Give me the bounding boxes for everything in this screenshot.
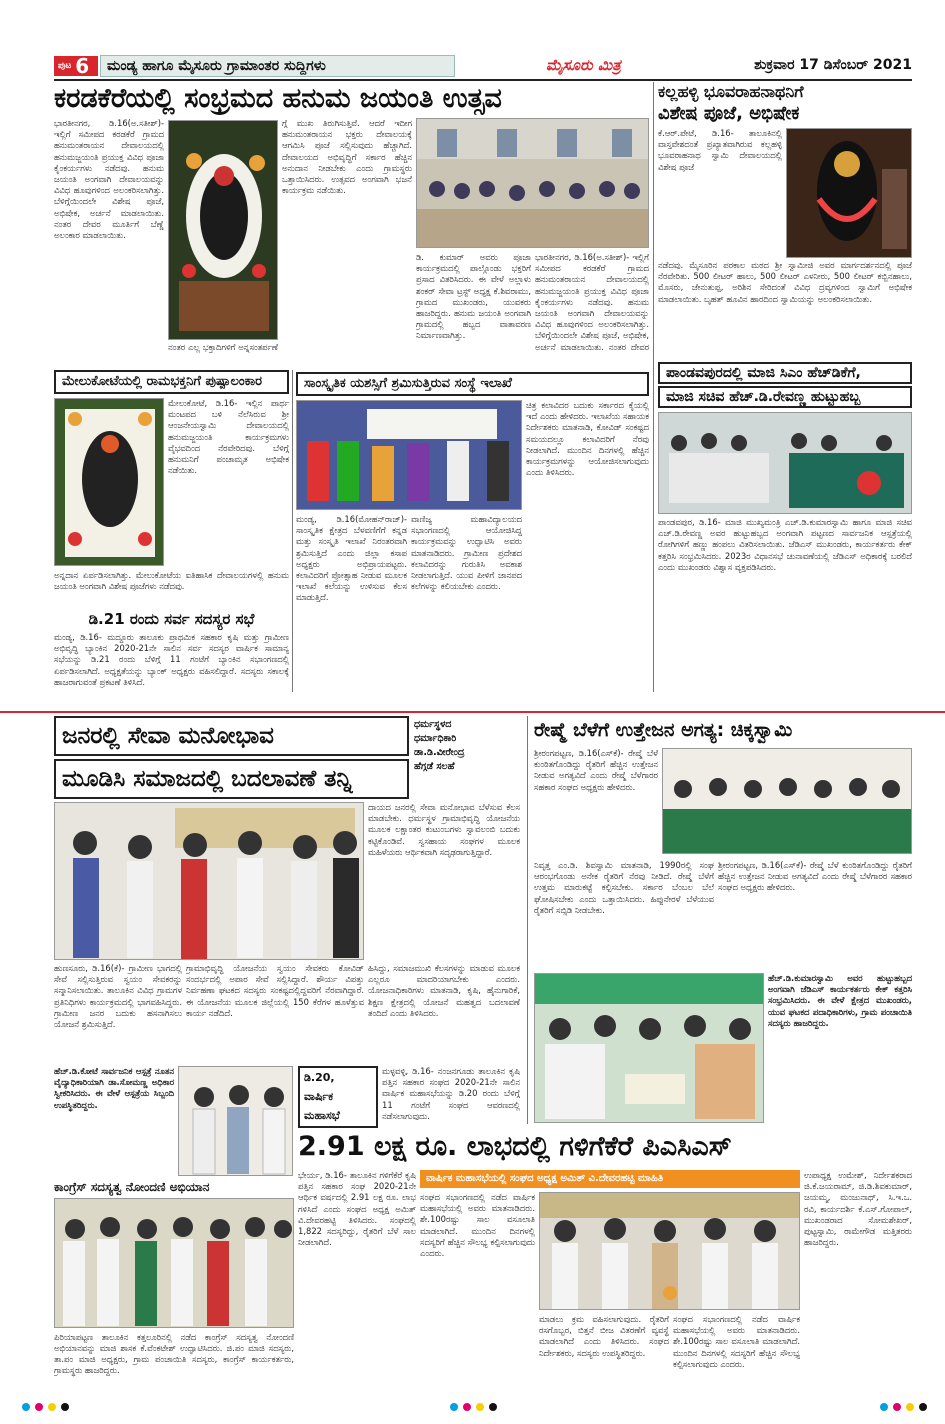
hanuma-col4b: ಭಾರತೀನಗರ, ಡಿ.16(ಅ.ಸತೀಶ್)- ಇಲ್ಲಿಗೆ ಸಮೀಪದ ಕರಡಕೆರೆ ಗ್ರಾಮದ ಹನುಮಂತರಾಯನ ದೇವಾಲಯದಲ್ಲಿ ಹನುಮಜ್ಜಯಂತಿ ಪ್ರಯುಕ್ತ ವಿವಿಧ ಪೂಜಾ ಕೈಂಕರ್ಯಗಳು ನಡೆದವು. ಹನುಮ ಜಯಂತಿ ಅಂಗವಾಗಿ ದೇವಾಲಯವನ್ನು ವಿವಿಧ ಹೂವುಗಳಿಂದ ಅಲಂಕರಿಸಲಾಗಿತ್ತು. ಬೆಳಿಗ್ಗೆಯಿಂದಲೇ ವಿಶೇಷ ಪೂಜೆ, ಅಭಿಷೇಕ, ಅರ್ಚನೆ ಮಾಡಲಾಯಿತು. ನಂತರ ದೇವರ: [535, 252, 649, 352]
cyan-dot: [880, 1403, 888, 1411]
pacs-col2: ಸಂಘದ ಸಭಾಂಗಣದಲ್ಲಿ ನಡೆದ ವಾರ್ಷಿಕ ಮಹಾಸಭೆಯಲ್ಲಿ ಅವರು ಮಾತನಾಡಿದರು. ಶೇ.100ರಷ್ಟು ಸಾಲ ವಸೂಲಾತಿ ಮಾಡಲಾಗಿದೆ. ಮುಂದಿನ ದಿನಗಳಲ್ಲಿ ಸದಸ್ಯರಿಗೆ ಹೆಚ್ಚಿನ ಸೌಲಭ್ಯ ಕಲ್ಪಿಸಲಾಗುವುದು ಎಂದರು.: [420, 1192, 535, 1259]
reshme-headline: ರೇಷ್ಮೆ ಬೆಳೆಗೆ ಉತ್ತೇಜನ ಅಗತ್ಯ: ಚಿಕ್ಕಸ್ವಾಮಿ: [534, 719, 793, 741]
hanuma-headline: ಕರಡಕೆರೆಯಲ್ಲಿ ಸಂಭ್ರಮದ ಹನುಮ ಜಯಂತಿ ಉತ್ಸವ: [54, 83, 502, 114]
doctor-photo: [178, 1066, 293, 1176]
varshika-side-2: ವಾರ್ಷಿಕ: [304, 1090, 334, 1103]
varshika-side-1: ಡಿ.20,: [304, 1071, 335, 1084]
melukote-text-2: ಅನ್ನದಾನ ಏರ್ಪಡಿಸಲಾಗಿತ್ತು. ಮೇಲುಕೋಟೆಯ ಐತಿಹಾಸಿಕ ದೇವಾಲಯಗಳಲ್ಲಿ ಹನುಮ ಜಯಂತಿ ಅಂಗವಾಗಿ ವಿಶೇಷ ಪೂಜೆಗಳು ನಡೆದವು.: [54, 570, 289, 592]
column-divider-3: [527, 716, 528, 1124]
yellow-dot: [48, 1403, 56, 1411]
pandavapura-headline-1: ಪಾಂಡವಪುರದಲ್ಲಿ ಮಾಜಿ ಸಿಎಂ ಹೆಚ್‌ಡಿಕೆಗೆ,: [658, 362, 912, 384]
page-label: ಪುಟ: [58, 61, 72, 71]
pacs-col4: ಉಪಾಧ್ಯಕ್ಷ ಉಮೇಶ್, ನಿರ್ದೇಶಕರಾದ ಜಿ.ಕೆ.ಜಯರಾಮ್, ಜಿ.ಡಿ.ಶಿವಕುಮಾರ್, ಜಯಮ್ಮ, ಮಂಜುನಾಥ್, ಸಿ.ಇ.ಒ. ರವಿ, ಕಾರ್ಯದರ್ಶಿ ಕೆ.ಎಸ್.ಗೋಪಾಲ್, ಮುಖಂಡರಾದ ಸೋಮಶೇಖರ್, ಪುಟ್ಟಸ್ವಾಮಿ, ರಾಮೇಗೌಡ ಮತ್ತಿತರರು ಹಾಜರಿದ್ದರು.: [804, 1170, 912, 1248]
samskruthi-col3: ಚಿತ್ರ ಕಲಾವಿದರ ಬದುಕು ಸರ್ಕಾರದ ಕೈಯಲ್ಲಿ ಇದೆ ಎಂದು ಹೇಳಿದರು. ಇಲಾಖೆಯ ಸಹಾಯಕ ನಿರ್ದೇಶಕರು ಮಾತನಾಡಿ, ಕೋವಿಡ್ ಸಂಕಷ್ಟದ ಸಮಯದಲ್ಲೂ ಕಲಾವಿದರಿಗೆ ನೆರವು ನೀಡಲಾಗಿದೆ. ಮುಂದಿನ ದಿನಗಳಲ್ಲಿ ಹೆಚ್ಚಿನ ಕಾರ್ಯಕ್ರಮಗಳನ್ನು ಆಯೋಜಿಸಲಾಗುವುದು ಎಂದು ತಿಳಿಸಿದರು.: [526, 400, 649, 478]
pacs-headline: 2.91 ಲಕ್ಷ ರೂ. ಲಾಭದಲ್ಲಿ ಗಳಿಗೆಕೆರೆ ಪಿಎಸಿಎಸ್: [298, 1131, 732, 1162]
hanuma-crowd-photo: [416, 118, 649, 248]
pandavapura-headline-2: ಮಾಜಿ ಸಚಿವ ಹೆಚ್.ಡಿ.ರೇವಣ್ಣ ಹುಟ್ಟುಹಬ್ಬ: [658, 386, 912, 408]
yellow-dot: [476, 1403, 484, 1411]
hanuma-col4: ಡಿ. ಕುಮಾರ್ ಅವರು ಪೂಜಾ ಕಾರ್ಯಕ್ರಮದಲ್ಲಿ ಪಾಲ್ಗೊಂಡು ಭಕ್ತರಿಗೆ ಪ್ರಸಾದ ವಿತರಿಸಿದರು. ಈ ವೇಳೆ ಅಲ್ಲಾಳು ಶಂಕರ್ ಸೇವಾ ಟ್ರಸ್ಟ್ ಅಧ್ಯಕ್ಷ ಕೆ.ಶಿವರಾಮು, ಗ್ರಾಮದ ಮುಖಂಡರು, ಯುವಕರು ಹಾಜರಿದ್ದರು. ಹನುಮ ಜಯಂತಿ ಅಂಗವಾಗಿ ಗ್ರಾಮದಲ್ಲಿ ಹಬ್ಬದ ವಾತಾವರಣ ನಿರ್ಮಾಣವಾಗಿತ್ತು.: [416, 252, 531, 341]
seva-col3: ಹಿಸಿದ್ದು, ಸಮಾಜಮುಖಿ ಕೆಲಸಗಳನ್ನು ಮಾಡುವ ಮೂಲಕ ಎಲ್ಲರೂ ಮಾದರಿಯಾಗಬೇಕು ಎಂದರು. ಯೋಜನಾಧಿಕಾರಿಗಳು ಮಾತನಾಡಿ, ಕೃಷಿ, ಹೈನುಗಾರಿಕೆ, ಶಿಕ್ಷಣ ಕ್ಷೇತ್ರದಲ್ಲಿ ಯೋಜನೆ ಮಹತ್ವದ ಬದಲಾವಣೆ ತಂದಿದೆ ಎಂದು ತಿಳಿಸಿದರು.: [368, 963, 520, 1018]
samskruthi-headline: ಸಾಂಸ್ಕೃತಿಕ ಯಶಸ್ಸಿಗೆ ಶ್ರಮಿಸುತ್ತಿರುವ ಸಂಸ್ಥೆ ಇಲಾಖೆ: [296, 372, 649, 396]
registration-dots-center: [450, 1403, 497, 1411]
registration-dots-left: [22, 1403, 69, 1411]
samskruthi-col2: ವಾಣಿಜ್ಯ ಮಹಾವಿದ್ಯಾಲಯದ ಸಭಾಂಗಣದಲ್ಲಿ ಆಯೋಜಿಸಿದ್ದ ಕಾರ್ಯಕ್ರಮವನ್ನು ಉದ್ಘಾಟಿಸಿ ಅವರು ಮಾತನಾಡಿದರು. ಗ್ರಾಮೀಣ ಪ್ರದೇಶದ ಕಲಾವಿದರನ್ನು ಗುರುತಿಸಿ ಅವಕಾಶ ನೀಡಲಾಗುತ್ತಿದೆ. ಯುವ ಪೀಳಿಗೆ ಜಾನಪದ ಕಲೆಗಳನ್ನು ಕಲಿಯಬೇಕು ಎಂದರು.: [411, 514, 522, 592]
reshme-cake-photo: [534, 973, 764, 1123]
reshme-text-3: ಶ್ರೀರಂಗಪಟ್ಟಣ, ಡಿ.16(ಎಸ್‌ಕೆ)- ರೇಷ್ಮೆ ಬೆಳೆ ಕುಂಠಿತಗೊಂಡಿದ್ದು ರೈತರಿಗೆ ಹೆಚ್ಚಿನ ಉತ್ತೇಜನ ನೀಡುವ ಅಗತ್ಯವಿದೆ ಎಂದು ರೇಷ್ಮೆ ಬೆಳೆಗಾರರ ಸಹಕಾರ ಸಂಘದ ಅಧ್ಯಕ್ಷರು ಹೇಳಿದರು.: [718, 860, 912, 893]
page-number-tag: [54, 56, 98, 76]
samskruthi-photo: [296, 400, 522, 510]
hanuma-col3: ಗ್ಗೆ ಮುಖ ತಿರುಗಿಸುತ್ತಿವೆ. ಆದರೆ ಇದೀಗ ಹನುಮಂತರಾಯನ ಭಕ್ತರು ದೇವಾಲಯಕ್ಕೆ ಆಗಮಿಸಿ ಪೂಜೆ ಸಲ್ಲಿಸುವುದು ಹೆಚ್ಚಾಗಿದೆ. ದೇವಾಲಯದ ಅಭಿವೃದ್ಧಿಗೆ ಸರ್ಕಾರ ಹೆಚ್ಚಿನ ಅನುದಾನ ನೀಡಬೇಕು ಎಂದು ಗ್ರಾಮಸ್ಥರು ಒತ್ತಾಯಿಸಿದರು. ಉತ್ಸವದ ಅಂಗವಾಗಿ ಭಜನೆ ಕಾರ್ಯಕ್ರಮ ನಡೆಯಿತು.: [282, 118, 412, 196]
reshme-photo-caption: ಹೆಚ್.ಡಿ.ಕುಮಾರಸ್ವಾಮಿ ಅವರ ಹುಟ್ಟುಹಬ್ಬದ ಅಂಗವಾಗಿ ಜೆಡಿಎಸ್ ಕಾರ್ಯಕರ್ತರು ಕೇಕ್ ಕತ್ತರಿಸಿ ಸಂಭ್ರಮಿಸಿದರು. ಈ ವೇಳೆ ಕ್ಷೇತ್ರದ ಮುಖಂಡರು, ಯುವ ಘಟಕದ ಪದಾಧಿಕಾರಿಗಳು, ಗ್ರಾಮ ಪಂಚಾಯಿತಿ ಸದಸ್ಯರು ಹಾಜರಿದ್ದರು.: [768, 973, 912, 1028]
reshme-text-1: ಶ್ರೀರಂಗಪಟ್ಟಣ, ಡಿ.16(ಎಸ್‌ಕೆ)- ರೇಷ್ಮೆ ಬೆಳೆ ಕುಂಠಿತಗೊಂಡಿದ್ದು ರೈತರಿಗೆ ಹೆಚ್ಚಿನ ಉತ್ತೇಜನ ನೀಡುವ ಅಗತ್ಯವಿದೆ ಎಂದು ರೇಷ್ಮೆ ಬೆಳೆಗಾರರ ಸಹಕಾರ ಸಂಘದ ಅಧ್ಯಕ್ಷರು ಹೇಳಿದರು.: [534, 748, 658, 792]
column-divider: [653, 82, 654, 692]
seva-headline-1: ಜನರಲ್ಲಿ ಸೇವಾ ಮನೋಭಾವ: [54, 716, 409, 756]
seva-side-3: ಡಾ.ಡಿ.ವೀರೇಂದ್ರ: [414, 747, 465, 758]
melukote-headline: ಮೇಲುಕೋಟೆಯಲ್ಲಿ ರಾಮಭಕ್ತನಿಗೆ ಪುಷ್ಪಾಲಂಕಾರ: [54, 370, 289, 394]
hanuma-col1: ಭಾರತೀನಗರ, ಡಿ.16(ಅ.ಸತೀಶ್)- ಇಲ್ಲಿಗೆ ಸಮೀಪದ ಕರಡಕೆರೆ ಗ್ರಾಮದ ಹನುಮಂತರಾಯನ ದೇವಾಲಯದಲ್ಲಿ ಹನುಮಜ್ಜಯಂತಿ ಪ್ರಯುಕ್ತ ವಿವಿಧ ಪೂಜಾ ಕೈಂಕರ್ಯಗಳು ನಡೆದವು. ಹನುಮ ಜಯಂತಿ ಅಂಗವಾಗಿ ದೇವಾಲಯವನ್ನು ವಿವಿಧ ಹೂವುಗಳಿಂದ ಅಲಂಕರಿಸಲಾಗಿತ್ತು. ಬೆಳಿಗ್ಗೆಯಿಂದಲೇ ವಿಶೇಷ ಪೂಜೆ, ಅಭಿಷೇಕ, ಅರ್ಚನೆ ಮಾಡಲಾಯಿತು. ನಂತರ ದೇವರ ಮೂರ್ತಿಗೆ ಬೆಣ್ಣೆ ಅಲಂಕಾರ ಮಾಡಲಾಯಿತು.: [54, 118, 164, 241]
bhoovaraha-text-1: ಕೆ.ಆರ್.ಪೇಟೆ, ಡಿ.16- ತಾಲೂಕಿನಲ್ಲಿ ವಾಸ್ತವೇಶದಂತೆ ಪ್ರಖ್ಯಾತವಾಗಿರುವ ಕಲ್ಲಹಳ್ಳಿ ಭೂವರಾಹನಾಥ ಸ್ವಾಮಿ ದೇವಾಲಯದಲ್ಲಿ ವಿಶೇಷ ಪೂಜೆ: [658, 128, 782, 172]
melukote-idol-photo: [54, 398, 164, 566]
cyan-dot: [22, 1403, 30, 1411]
bhoovaraha-headline-1: ಕಲ್ಲಹಳ್ಳಿ ಭೂವರಾಹನಾಥನಿಗೆ: [658, 82, 804, 101]
reshme-text-2: ನಿವೃತ್ತ ಎಂ.ಡಿ. ಶಿವಸ್ವಾಮಿ ಮಾತನಾಡಿ, 1990ರಲ್ಲಿ ಸಂಘ ಆರಂಭಗೊಂಡು ಅನೇಕ ರೈತರಿಗೆ ನೆರವು ನೀಡಿದೆ. ರೇಷ್ಮೆ ಬೆಳೆಗೆ ಉತ್ತಮ ಮಾರುಕಟ್ಟೆ ಕಲ್ಪಿಸಬೇಕು. ಸರ್ಕಾರ ಬೆಂಬಲ ಬೆಲೆ ಘೋಷಿಸಬೇಕು ಎಂದು ಒತ್ತಾಯಿಸಿದರು. ಹಿಪ್ಪುನೇರಳೆ ಬೆಳೆಯುವ ರೈತರಿಗೆ ಸಬ್ಸಿಡಿ ನೀಡಬೇಕು.: [534, 860, 714, 915]
congress-headline: ಕಾಂಗ್ರೆಸ್ ಸದಸ್ಯತ್ವ ನೋಂದಣಿ ಅಭಿಯಾನ: [54, 1180, 210, 1194]
sarvasadasya-headline: ಡಿ.21 ರಂದು ಸರ್ವ ಸದಸ್ಯರ ಸಭೆ: [88, 610, 255, 628]
seva-photo: [54, 802, 364, 960]
reshme-photo: [662, 748, 912, 854]
varshika-side-3: ಮಹಾಸಭೆ: [304, 1109, 340, 1122]
cyan-dot: [450, 1403, 458, 1411]
seva-side-1: ಧರ್ಮಸ್ಥಳದ: [414, 719, 452, 730]
pacs-subhead: ವಾರ್ಷಿಕ ಮಹಾಸಭೆಯಲ್ಲಿ ಸಂಘದ ಅಧ್ಯಕ್ಷ ಅಮಿತ್ ವಿ.ದೇವರಹಟ್ಟಿ ಮಾಹಿತಿ: [420, 1170, 800, 1188]
bhoovaraha-text-2: ನಡೆದವು. ಮೈಸೂರಿನ ಪರಕಾಲ ಮಠದ ಶ್ರೀ ಸ್ವಾಮೀಜಿ ಅವರ ಮಾರ್ಗದರ್ಶನದಲ್ಲಿ ಪೂಜೆ ನೆರವೇರಿತು. 500 ಲೀಟರ್ ಹಾಲು, 500 ಲೀಟರ್ ಎಳನೀರು, 500 ಲೀಟರ್ ಕಬ್ಬಿನಹಾಲು, ಮೊಸರು, ಜೇನುತುಪ್ಪ, ಅರಿಶಿನ ಸೇರಿದಂತೆ ವಿವಿಧ ದ್ರವ್ಯಗಳಿಂದ ಸ್ವಾಮಿಗೆ ಅಭಿಷೇಕ ಮಾಡಲಾಯಿತು. ಬೃಹತ್ ಹೂವಿನ ಹಾರದಿಂದ ಸ್ವಾಮಿಯನ್ನು ಅಲಂಕರಿಸಲಾಯಿತು.: [658, 260, 912, 304]
doctor-caption: ಹೆಚ್.ಡಿ.ಕೋಟೆ ಸಾರ್ವಜನಿಕ ಆಸ್ಪತ್ರೆ ನೂತನ ವೈದ್ಯಾಧಿಕಾರಿಯಾಗಿ ಡಾ.ಸೋಮಣ್ಣ ಅಧಿಕಾರ ಸ್ವೀಕರಿಸಿದರು. ಈ ವೇಳೆ ಆಸ್ಪತ್ರೆಯ ಸಿಬ್ಬಂದಿ ಉಪಸ್ಥಿತರಿದ್ದರು.: [54, 1066, 174, 1110]
samskruthi-col1: ಮಂಡ್ಯ, ಡಿ.16(ಮೋಹನ್‌ರಾಜ್)- ಸಾಂಸ್ಕೃತಿಕ ಕ್ಷೇತ್ರದ ಬೆಳವಣಿಗೆಗೆ ಕನ್ನಡ ಮತ್ತು ಸಂಸ್ಕೃತಿ ಇಲಾಖೆ ನಿರಂತರವಾಗಿ ಶ್ರಮಿಸುತ್ತಿದೆ ಎಂದು ಜಿಲ್ಲಾ ಕಸಾಪ ಅಧ್ಯಕ್ಷರು ಅಭಿಪ್ರಾಯಪಟ್ಟರು. ಕಲಾವಿದರಿಗೆ ಪ್ರೋತ್ಸಾಹ ನೀಡುವ ಮೂಲಕ ಇಲಾಖೆ ಕಲೆಯನ್ನು ಉಳಿಸುವ ಕೆಲಸ ಮಾಡುತ್ತಿದೆ.: [296, 514, 407, 603]
magenta-dot: [35, 1403, 43, 1411]
sarvasadasya-text: ಮಂಡ್ಯ, ಡಿ.16- ಮದ್ದೂರು ತಾಲೂಕು ಪ್ರಾಥಮಿಕ ಸಹಕಾರ ಕೃಷಿ ಮತ್ತು ಗ್ರಾಮೀಣ ಅಭಿವೃದ್ಧಿ ಬ್ಯಾಂಕಿನ 2020-21ನೇ ಸಾಲಿನ ಸರ್ವ ಸದಸ್ಯರ ವಾರ್ಷಿಕ ಸಾಮಾನ್ಯ ಸಭೆಯನ್ನು ಡಿ.21 ರಂದು ಬೆಳಿಗ್ಗೆ 11 ಗಂಟೆಗೆ ಬ್ಯಾಂಕಿನ ಸಭಾಂಗಣದಲ್ಲಿ ಏರ್ಪಡಿಸಲಾಗಿದೆ. ಅಧ್ಯಕ್ಷತೆಯನ್ನು ಬ್ಯಾಂಕ್ ಅಧ್ಯಕ್ಷರು ವಹಿಸಲಿದ್ದಾರೆ. ಸದಸ್ಯರು ಸಕಾಲಕ್ಕೆ ಹಾಜರಾಗುವಂತೆ ಪ್ರಕಟಣೆ ತಿಳಿಸಿದೆ.: [54, 632, 289, 687]
varshika-text: ಮಳ್ಳವಳ್ಳಿ, ಡಿ.16- ನಂಜನಗೂಡು ತಾಲೂಕಿನ ಕೃಷಿ ಪತ್ತಿನ ಸಹಕಾರ ಸಂಘದ 2020-21ನೇ ಸಾಲಿನ ವಾರ್ಷಿಕ ಮಹಾಸಭೆಯನ್ನು ಡಿ.20 ರಂದು ಬೆಳಿಗ್ಗೆ 11 ಗಂಟೆಗೆ ಸಂಘದ ಆವರಣದಲ್ಲಿ ನಡೆಸಲಾಗುವುದು.: [382, 1066, 520, 1121]
congress-photo: [54, 1198, 294, 1328]
pacs-col3b: ಸಂಘದ ಸಭಾಂಗಣದಲ್ಲಿ ನಡೆದ ವಾರ್ಷಿಕ ಮಹಾಸಭೆಯಲ್ಲಿ ಅವರು ಮಾತನಾಡಿದರು. ಶೇ.100ರಷ್ಟು ಸಾಲ ವಸೂಲಾತಿ ಮಾಡಲಾಗಿದೆ. ಮುಂದಿನ ದಿನಗಳಲ್ಲಿ ಸದಸ್ಯರಿಗೆ ಹೆಚ್ಚಿನ ಸೌಲಭ್ಯ ಕಲ್ಪಿಸಲಾಗುವುದು ಎಂದರು.: [673, 1314, 800, 1369]
black-dot: [489, 1403, 497, 1411]
seva-side-4: ಹೆಗ್ಗಡೆ ಸಲಹೆ: [414, 761, 455, 772]
seva-col1: ದಾಯದ ಜನರಲ್ಲಿ ಸೇವಾ ಮನೋಭಾವ ಬೆಳೆಸುವ ಕೆಲಸ ಮಾಡಬೇಕು. ಧರ್ಮಸ್ಥಳ ಗ್ರಾಮಾಭಿವೃದ್ಧಿ ಯೋಜನೆಯ ಮೂಲಕ ಲಕ್ಷಾಂತರ ಕುಟುಂಬಗಳು ಸ್ವಾವಲಂಬಿ ಬದುಕು ಕಟ್ಟಿಕೊಂಡಿವೆ. ಸ್ವಸಹಾಯ ಸಂಘಗಳ ಮೂಲಕ ಮಹಿಳೆಯರು ಆರ್ಥಿಕವಾಗಿ ಸದೃಢರಾಗುತ್ತಿದ್ದಾರೆ.: [368, 802, 520, 857]
bhoovaraha-idol-photo: [786, 128, 912, 258]
page-number: 6: [75, 54, 90, 78]
seva-col2: ಗ್ರಾಮಾಭಿವೃದ್ಧಿ ಯೋಜನೆಯ ಸ್ವಯಂ ಸೇವಕರು ಕೋವಿಡ್ ಸಂದರ್ಭದಲ್ಲಿ ಅಪಾರ ಸೇವೆ ಸಲ್ಲಿಸಿದ್ದಾರೆ. ಶೌರ್ಯ ವಿಪತ್ತು ನಿರ್ವಹಣಾ ಘಟಕದ ಸದಸ್ಯರು ಸಂಕಷ್ಟದಲ್ಲಿದ್ದವರಿಗೆ ನೆರವಾಗಿದ್ದಾರೆ. ಈ ಯೋಜನೆಯ ಮೂಲಕ ಜಿಲ್ಲೆಯಲ್ಲಿ 150 ಕೆರೆಗಳ ಹೂಳೆತ್ತುವ ಕಾರ್ಯ ನಡೆದಿದೆ.: [186, 963, 364, 1018]
page-fold-line: [0, 711, 945, 713]
melukote-text-1: ಮೇಲುಕೋಟೆ, ಡಿ.16- ಇಲ್ಲಿನ ಪಾರ್ಥ ಮಂಟಪದ ಬಳಿ ನೆಲೆಸಿರುವ ಶ್ರೀ ಆಂಜನೇಯಸ್ವಾಮಿ ದೇವಾಲಯದಲ್ಲಿ ಹನುಮಜ್ಜಯಂತಿ ಕಾರ್ಯಕ್ರಮಗಳು ವೈಭವದಿಂದ ನೆರವೇರಿದವು. ಬೆಳಿಗ್ಗೆ ಹನುಮನಿಗೆ ಪಂಚಾಮೃತ ಅಭಿಷೇಕ ನಡೆಯಿತು.: [168, 398, 289, 476]
dateline: ಶುಕ್ರವಾರ 17 ಡಿಸೆಂಬರ್ 2021: [754, 57, 912, 73]
pandavapura-text: ಪಾಂಡವಪುರ, ಡಿ.16- ಮಾಜಿ ಮುಖ್ಯಮಂತ್ರಿ ಎಚ್.ಡಿ.ಕುಮಾರಸ್ವಾಮಿ ಹಾಗೂ ಮಾಜಿ ಸಚಿವ ಎಚ್.ಡಿ.ರೇವಣ್ಣ ಅವರ ಹುಟ್ಟುಹಬ್ಬದ ಅಂಗವಾಗಿ ಪಟ್ಟಣದ ಸಾರ್ವಜನಿಕ ಆಸ್ಪತ್ರೆಯಲ್ಲಿ ರೋಗಿಗಳಿಗೆ ಹಣ್ಣು ಹಂಪಲು ವಿತರಿಸಲಾಯಿತು. ಜೆಡಿಎಸ್ ಮುಖಂಡರು, ಕಾರ್ಯಕರ್ತರು ಕೇಕ್ ಕತ್ತರಿಸಿ ಸಂಭ್ರಮಿಸಿದರು. 2023ರ ವಿಧಾನಸಭೆ ಚುನಾವಣೆಯಲ್ಲಿ ಜೆಡಿಎಸ್ ಅಧಿಕಾರಕ್ಕೆ ಬರಲಿದೆ ಎಂದು ಮುಖಂಡರು ವಿಶ್ವಾಸ ವ್ಯಕ್ತಪಡಿಸಿದರು.: [658, 517, 912, 572]
magenta-dot: [463, 1403, 471, 1411]
masthead: ಮೈಸೂರು ಮಿತ್ರ: [546, 56, 621, 74]
column-divider-2: [292, 370, 293, 692]
pacs-col1: ಭೇರ್ಯ, ಡಿ.16- ತಾಲೂಕಿನ ಗಳಿಗೆಕೆರೆ ಕೃಷಿ ಪತ್ತಿನ ಸಹಕಾರ ಸಂಘ 2020-21ನೇ ಆರ್ಥಿಕ ವರ್ಷದಲ್ಲಿ 2.91 ಲಕ್ಷ ರೂ. ಲಾಭ ಗಳಿಸಿದೆ ಎಂದು ಸಂಘದ ಅಧ್ಯಕ್ಷ ಅಮಿತ್ ವಿ.ದೇವರಹಟ್ಟಿ ತಿಳಿಸಿದರು. ಸಂಘದಲ್ಲಿ 1,822 ಸದಸ್ಯರಿದ್ದು, ರೈತರಿಗೆ ಬೆಳೆ ಸಾಲ ನೀಡಲಾಗಿದೆ.: [298, 1170, 416, 1248]
header-rule: [54, 79, 912, 81]
seva-side-head: [414, 718, 520, 798]
hanuma-col2: ನಂತರ ಎಲ್ಲ ಭಕ್ತಾದಿಗಳಿಗೆ ಅನ್ನಸಂತರ್ಪಣೆ: [168, 342, 278, 352]
seva-headline-2: ಮೂಡಿಸಿ ಸಮಾಜದಲ್ಲಿ ಬದಲಾವಣೆ ತನ್ನಿ: [54, 759, 409, 799]
bhoovaraha-headline-2: ವಿಶೇಷ ಪೂಜೆ, ಅಭಿಷೇಕ: [658, 103, 800, 124]
magenta-dot: [893, 1403, 901, 1411]
varshika-box: [298, 1066, 378, 1128]
pacs-photo: [539, 1192, 800, 1310]
yellow-dot: [906, 1403, 914, 1411]
pandavapura-photo: [658, 412, 912, 514]
registration-dots-right: [880, 1403, 927, 1411]
black-dot: [61, 1403, 69, 1411]
hanuma-idol-photo: [168, 120, 278, 340]
seva-caption: ಹುಣಸೂರು, ಡಿ.16(ಕೆ)- ಗ್ರಾಮೀಣ ಭಾಗದಲ್ಲಿ ಸೇವೆ ಸಲ್ಲಿಸುತ್ತಿರುವ ಸ್ವಯಂ ಸೇವಕರನ್ನು ಸನ್ಮಾನಿಸಲಾಯಿತು. ತಾಲೂಕಿನ ವಿವಿಧ ಗ್ರಾಮಗಳ ಪ್ರತಿನಿಧಿಗಳು ಕಾರ್ಯಕ್ರಮದಲ್ಲಿ ಭಾಗವಹಿಸಿದ್ದರು. ಗ್ರಾಮೀಣ ಜನರ ಬದುಕು ಹಸನಾಗಿಸಲು ಯೋಜನೆ ಶ್ರಮಿಸುತ್ತಿದೆ.: [54, 963, 182, 1030]
pacs-col3: ಮಾಡಲು ಕ್ರಮ ವಹಿಸಲಾಗುವುದು. ರೈತರಿಗೆ ರಸಗೊಬ್ಬರ, ಬಿತ್ತನೆ ಬೀಜ ವಿತರಣೆಗೆ ವ್ಯವಸ್ಥೆ ಮಾಡಲಾಗಿದೆ ಎಂದು ತಿಳಿಸಿದರು. ಸಂಘದ ನಿರ್ದೇಶಕರು, ಸದಸ್ಯರು ಉಪಸ್ಥಿತರಿದ್ದರು.: [539, 1314, 669, 1358]
seva-side-2: ಧರ್ಮಾಧಿಕಾರಿ: [414, 733, 457, 744]
section-title: ಮಂಡ್ಯ ಹಾಗೂ ಮೈಸೂರು ಗ್ರಾಮಾಂತರ ಸುದ್ದಿಗಳು: [100, 55, 455, 77]
congress-caption: ಪಿರಿಯಾಪಟ್ಟಣ ತಾಲೂಕಿನ ಕತ್ತಲೂರಿನಲ್ಲಿ ನಡೆದ ಕಾಂಗ್ರೆಸ್ ಸದಸ್ಯತ್ವ ನೋಂದಣಿ ಅಭಿಯಾನವನ್ನು ಮಾಜಿ ಶಾಸಕ ಕೆ.ವೆಂಕಟೇಶ್ ಉದ್ಘಾಟಿಸಿದರು. ಜಿ.ಪಂ ಮಾಜಿ ಸದಸ್ಯರು, ತಾ.ಪಂ ಮಾಜಿ ಅಧ್ಯಕ್ಷರು, ಗ್ರಾಮ ಪಂಚಾಯಿತಿ ಸದಸ್ಯರು, ಕಾಂಗ್ರೆಸ್ ಕಾರ್ಯಕರ್ತರು, ಗ್ರಾಮಸ್ಥರು ಹಾಜರಿದ್ದರು.: [54, 1332, 294, 1375]
black-dot: [919, 1403, 927, 1411]
